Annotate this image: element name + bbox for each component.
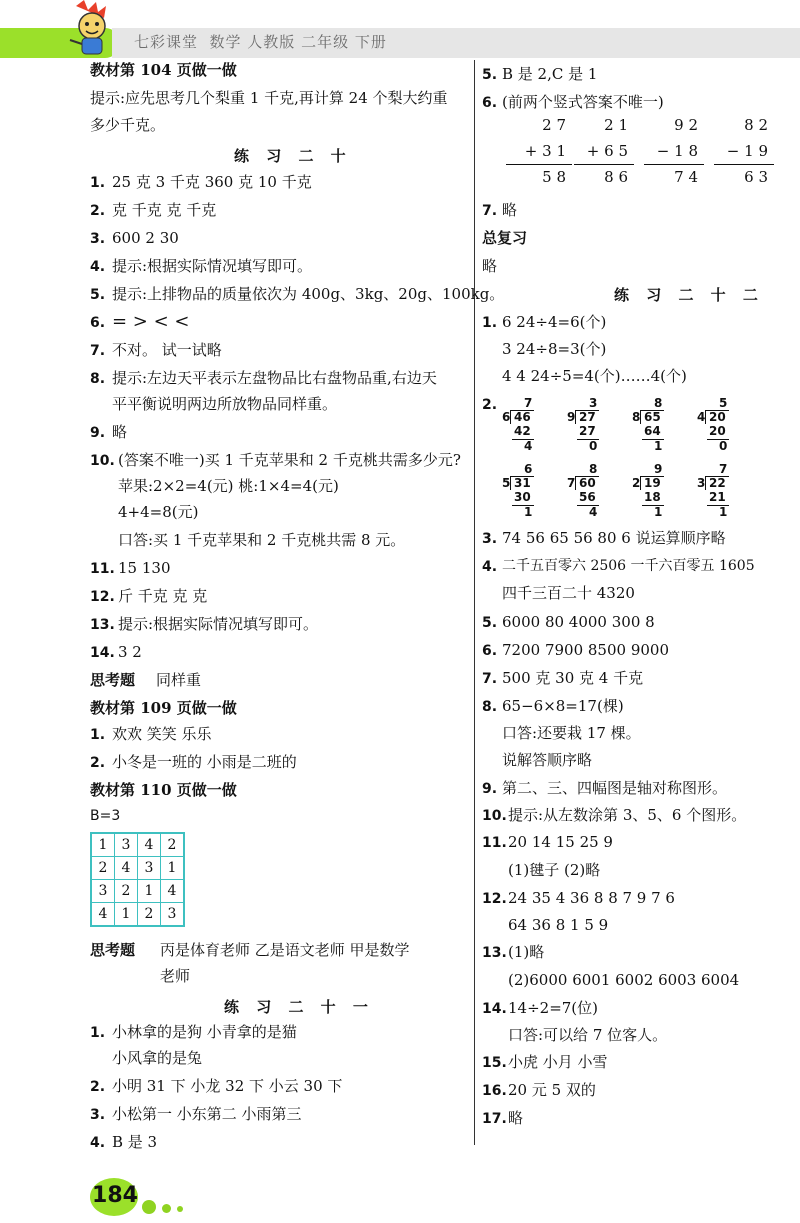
answer-line: 第二、三、四幅图是轴对称图形。 [502, 779, 728, 797]
answer-line: 500 克 30 克 4 千克 [502, 669, 644, 687]
exercise-title: 练 习 二 十 [234, 147, 352, 165]
grid-cell: 2 [161, 833, 185, 857]
item-number: 2. [90, 755, 106, 771]
section-heading: 教材第 109 页做一做 [90, 699, 237, 717]
header-title: 七彩课堂 数学 人教版 二年级 下册 [134, 33, 387, 51]
item-number: 2. [90, 1079, 106, 1095]
calc-operand: − 1 8 [656, 142, 698, 160]
item-number: 12. [482, 891, 507, 907]
calc-rule [644, 164, 704, 165]
div-divisor: 6 [502, 410, 511, 424]
answer-line: 小风拿的是兔 [112, 1049, 203, 1067]
item-number: 12. [90, 589, 115, 605]
div-divisor: 4 [697, 410, 706, 424]
item-number: 17. [482, 1111, 507, 1127]
answer-line: = > < < [112, 311, 190, 332]
exercise-title: 练 习 二 十 二 [614, 286, 764, 304]
answer-line: 20 14 15 25 9 [508, 833, 613, 851]
item-number: 7. [90, 343, 106, 359]
answer-line: 提示:根据实际情况填写即可。 [112, 257, 313, 275]
header-band [0, 28, 800, 58]
answer-line: B 是 3 [112, 1133, 158, 1151]
item-number: 14. [90, 645, 115, 661]
grid-cell: 4 [138, 833, 161, 857]
long-division [567, 462, 603, 524]
div-product: 27 [579, 424, 596, 438]
answer-line: 3 2 [118, 643, 142, 661]
answer-line: B=3 [90, 808, 121, 824]
answer-line: (答案不唯一)买 1 千克苹果和 2 千克桃共需多少元? [118, 451, 461, 469]
item-number: 10. [482, 808, 507, 824]
answer-line: 4 4 24÷5=4(个)……4(个) [502, 367, 687, 385]
div-dividend: 46 [514, 410, 531, 424]
div-divisor: 5 [502, 476, 511, 490]
answer-line: 提示:上排物品的质量依次为 400g、3kg、20g、100kg。 [112, 285, 505, 303]
grid-cell: 2 [138, 903, 161, 927]
item-number: 5. [482, 67, 498, 83]
div-quotient: 6 [524, 462, 533, 476]
div-quotient: 9 [654, 462, 663, 476]
answer-line: 小虎 小月 小雪 [508, 1053, 608, 1071]
answer-line: 20 元 5 双的 [508, 1081, 596, 1099]
answer-line: 四千三百二十 4320 [502, 584, 635, 602]
item-number: 5. [482, 615, 498, 631]
div-remainder: 0 [589, 439, 598, 453]
grid-cell: 4 [161, 880, 185, 903]
item-number: 11. [90, 561, 115, 577]
div-product: 21 [709, 490, 726, 504]
answer-line: 说解答顺序略 [502, 751, 593, 769]
div-divisor: 7 [567, 476, 576, 490]
answer-line: 24 35 4 36 8 8 7 9 7 6 [508, 889, 675, 907]
div-remainder: 1 [654, 439, 663, 453]
calc-operand: 9 2 [674, 116, 698, 134]
answer-line: 小松第一 小东第二 小雨第三 [112, 1105, 302, 1123]
div-product: 18 [644, 490, 661, 504]
item-number: 1. [90, 727, 106, 743]
item-number: 3. [90, 231, 106, 247]
mascot-icon [62, 0, 118, 60]
item-number: 15. [482, 1055, 507, 1071]
calc-operand: 2 7 [542, 116, 566, 134]
answer-line: 口答:可以给 7 位客人。 [508, 1026, 668, 1044]
answer-line: 64 36 8 1 5 9 [508, 916, 609, 934]
grid-cell: 2 [115, 880, 138, 903]
long-division [567, 396, 603, 458]
item-number: 13. [482, 945, 507, 961]
answer-line: 不对。 试一试略 [112, 341, 222, 359]
answer-line: 小明 31 下 小龙 32 下 小云 30 下 [112, 1077, 343, 1095]
item-number: 3. [482, 531, 498, 547]
item-number: 13. [90, 617, 115, 633]
calc-operand: + 3 1 [524, 142, 566, 160]
answer-line: (1)略 [508, 943, 545, 961]
item-number: 1. [90, 175, 106, 191]
item-number: 6. [90, 315, 106, 331]
item-number: 16. [482, 1083, 507, 1099]
div-remainder: 4 [524, 439, 533, 453]
answer-line: 4+4=8(元) [118, 503, 199, 521]
item-number: 11. [482, 835, 507, 851]
item-number: 2. [482, 397, 498, 413]
answer-line: 小冬是一班的 小雨是二班的 [112, 753, 297, 771]
calc-operand: − 1 9 [726, 142, 768, 160]
column-divider [474, 60, 475, 1145]
calc-rule [714, 164, 774, 165]
item-number: 14. [482, 1001, 507, 1017]
div-product: 42 [514, 424, 531, 438]
calc-result: 7 4 [674, 168, 698, 186]
answer-line: 小林拿的是狗 小青拿的是猫 [112, 1023, 297, 1041]
calc-rule [574, 164, 634, 165]
answer-line: 15 130 [118, 559, 171, 577]
answer-line: 25 克 3 千克 360 克 10 千克 [112, 173, 312, 191]
section-heading: 教材第 104 页做一做 [90, 61, 237, 79]
item-number: 4. [482, 559, 498, 575]
div-quotient: 8 [589, 462, 598, 476]
vertical-calc [644, 116, 704, 188]
item-number: 4. [90, 259, 106, 275]
table-row [91, 880, 184, 903]
calc-operand: + 6 5 [586, 142, 628, 160]
item-number: 4. [90, 1135, 106, 1151]
div-dividend: 60 [579, 476, 596, 490]
answer-line: (1)毽子 (2)略 [508, 861, 601, 879]
table-row [91, 857, 184, 880]
calc-result: 5 8 [542, 168, 566, 186]
answer-line: 苹果:2×2=4(元) 桃:1×4=4(元) [118, 477, 339, 495]
answer-line: 74 56 65 56 80 6 说运算顺序略 [502, 529, 726, 547]
answer-line: (2)6000 6001 6002 6003 6004 [508, 971, 740, 989]
item-number: 9. [90, 425, 106, 441]
div-dividend: 31 [514, 476, 531, 490]
answer-line: 斤 千克 克 克 [118, 587, 208, 605]
decor-dot [177, 1206, 183, 1212]
answer-line: 7200 7900 8500 9000 [502, 641, 669, 659]
vertical-calc [506, 116, 572, 188]
item-number: 10. [90, 453, 115, 469]
answer-line: 同样重 [156, 671, 202, 689]
answer-line: 口答:买 1 千克苹果和 2 千克桃共需 8 元。 [118, 531, 406, 549]
item-number: 7. [482, 203, 498, 219]
answer-line: 600 2 30 [112, 229, 179, 247]
item-number: 6. [482, 95, 498, 111]
div-dividend: 20 [709, 410, 726, 424]
calc-operand: 8 2 [744, 116, 768, 134]
long-division [632, 396, 668, 458]
div-product: 20 [709, 424, 726, 438]
grid-cell: 4 [91, 903, 115, 927]
page-number: 184 [92, 1183, 138, 1208]
grid-cell: 1 [161, 857, 185, 880]
answer-line: 3 24÷8=3(个) [502, 340, 607, 358]
item-number: 2. [90, 203, 106, 219]
answer-line: 欢欢 笑笑 乐乐 [112, 725, 212, 743]
div-divisor: 3 [697, 476, 706, 490]
grid-cell: 4 [115, 857, 138, 880]
answer-line: 6 24÷4=6(个) [502, 313, 607, 331]
answer-line: 提示:左边天平表示左盘物品比右盘物品重,右边天 [112, 369, 437, 387]
div-remainder: 1 [524, 505, 533, 519]
div-divisor: 9 [567, 410, 576, 424]
answer-line: 老师 [160, 967, 191, 985]
grid-cell: 1 [138, 880, 161, 903]
grid-cell: 1 [91, 833, 115, 857]
section-heading: 教材第 110 页做一做 [90, 781, 237, 799]
item-number: 6. [482, 643, 498, 659]
answer-line: 二千五百零六 2506 一千六百零五 1605 [502, 558, 755, 574]
calc-rule [506, 164, 572, 165]
calc-result: 6 3 [744, 168, 768, 186]
div-remainder: 1 [654, 505, 663, 519]
long-division [502, 462, 538, 524]
calc-operand: 2 1 [604, 116, 628, 134]
vertical-calc [574, 116, 634, 188]
answer-line: 克 千克 克 千克 [112, 201, 217, 219]
answer-line: 65−6×8=17(棵) [502, 697, 624, 715]
item-number: 1. [90, 1025, 106, 1041]
grid-cell: 3 [138, 857, 161, 880]
grid-cell: 2 [91, 857, 115, 880]
answer-line: 14÷2=7(位) [508, 999, 599, 1017]
div-dividend: 22 [709, 476, 726, 490]
div-remainder: 1 [719, 505, 728, 519]
answer-line: 提示:根据实际情况填写即可。 [118, 615, 319, 633]
grid-cell: 1 [115, 903, 138, 927]
answer-line: 略 [482, 257, 498, 275]
item-number: 9. [482, 781, 498, 797]
div-divisor: 8 [632, 410, 641, 424]
item-number: 3. [90, 1107, 106, 1123]
div-product: 30 [514, 490, 531, 504]
long-division [632, 462, 668, 524]
answer-line: 略 [508, 1109, 524, 1127]
hint-line: 提示:应先思考几个梨重 1 千克,再计算 24 个梨大约重 [90, 89, 448, 107]
div-product: 56 [579, 490, 596, 504]
answer-line: 6000 80 4000 300 8 [502, 613, 655, 631]
answer-line: 略 [502, 201, 518, 219]
div-dividend: 19 [644, 476, 661, 490]
answer-line: 平平衡说明两边所放物品同样重。 [112, 395, 338, 413]
answer-line: B 是 2,C 是 1 [502, 65, 598, 83]
div-quotient: 3 [589, 396, 598, 410]
div-quotient: 5 [719, 396, 728, 410]
long-division [502, 396, 538, 458]
long-division [697, 396, 733, 458]
div-dividend: 27 [579, 410, 596, 424]
grid-cell: 3 [115, 833, 138, 857]
section-heading: 总复习 [482, 229, 528, 247]
answer-line: 丙是体育老师 乙是语文老师 甲是数学 [160, 941, 410, 959]
div-dividend: 65 [644, 410, 661, 424]
item-number: 5. [90, 287, 106, 303]
item-number: 8. [90, 371, 106, 387]
think-label: 思考题 [90, 941, 136, 959]
vertical-calc [714, 116, 774, 188]
answer-line: 口答:还要栽 17 棵。 [502, 724, 641, 742]
exercise-title: 练 习 二 十 一 [224, 998, 374, 1016]
think-label: 思考题 [90, 671, 136, 689]
div-remainder: 4 [589, 505, 598, 519]
div-remainder: 0 [719, 439, 728, 453]
decor-dot [142, 1200, 156, 1214]
div-quotient: 7 [719, 462, 728, 476]
div-quotient: 7 [524, 396, 533, 410]
div-quotient: 8 [654, 396, 663, 410]
decor-dot [162, 1204, 171, 1213]
hint-line: 多少千克。 [90, 116, 166, 134]
item-number: 8. [482, 699, 498, 715]
answer-line: (前两个竖式答案不唯一) [502, 93, 664, 111]
div-product: 64 [644, 424, 661, 438]
item-number: 1. [482, 315, 498, 331]
div-divisor: 2 [632, 476, 641, 490]
grid-cell: 3 [91, 880, 115, 903]
grid-cell: 3 [161, 903, 185, 927]
table-row [91, 903, 184, 927]
answer-line: 提示:从左数涂第 3、5、6 个图形。 [508, 806, 747, 824]
answer-line: 略 [112, 423, 128, 441]
long-division [697, 462, 733, 524]
table-row [91, 833, 184, 857]
item-number: 7. [482, 671, 498, 687]
answer-grid [90, 832, 185, 927]
calc-result: 8 6 [604, 168, 628, 186]
